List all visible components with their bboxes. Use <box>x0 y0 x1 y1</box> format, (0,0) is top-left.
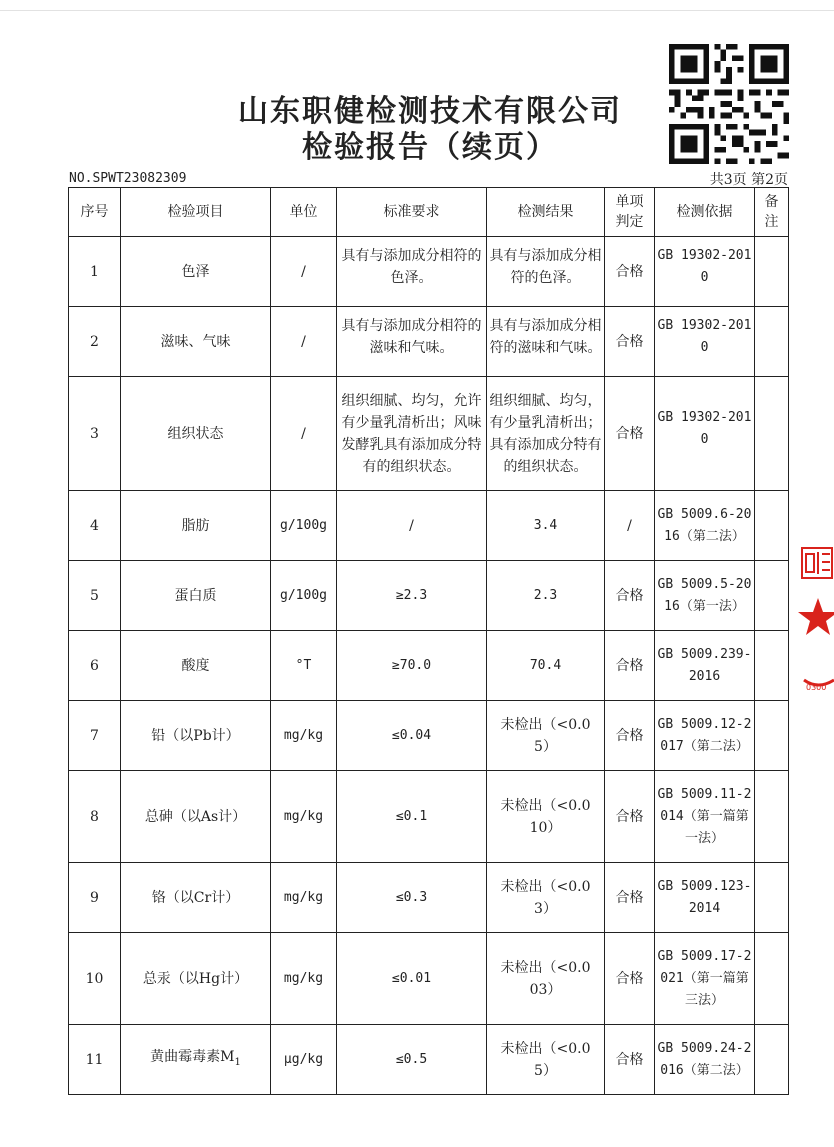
cell-item <box>121 1025 271 1095</box>
cell-result: 2.3 <box>487 561 605 631</box>
header-no: 序号 <box>69 188 121 237</box>
cell-remark <box>755 933 789 1025</box>
cell-judgment: 合格 <box>605 701 655 771</box>
cell-basis: GB 5009.17-2021（第一篇第三法） <box>655 933 755 1025</box>
cell-remark <box>755 491 789 561</box>
cell-standard: ≤0.5 <box>337 1025 487 1095</box>
table-row <box>69 701 789 771</box>
cell-result: 未检出（<0.010） <box>487 771 605 863</box>
cell-judgment: 合格 <box>605 237 655 307</box>
cell-result: 70.4 <box>487 631 605 701</box>
cell-remark <box>755 561 789 631</box>
cell-judgment: / <box>605 491 655 561</box>
cell-judgment: 合格 <box>605 771 655 863</box>
cell-result: 未检出（<0.05） <box>487 1025 605 1095</box>
cell-standard: ≤0.04 <box>337 701 487 771</box>
table-row <box>69 561 789 631</box>
header-item: 检验项目 <box>121 188 271 237</box>
inspection-table <box>68 187 789 1095</box>
cell-item: 总砷（以As计） <box>121 771 271 863</box>
table-header-row <box>69 188 789 237</box>
cell-item: 脂肪 <box>121 491 271 561</box>
cell-basis: GB 5009.12-2017（第二法） <box>655 701 755 771</box>
company-name: 山东职健检测技术有限公司 <box>238 94 622 129</box>
cell-result: 3.4 <box>487 491 605 561</box>
cell-result: 未检出（<0.05） <box>487 701 605 771</box>
cell-standard: ≤0.1 <box>337 771 487 863</box>
cell-unit: g/100g <box>271 491 337 561</box>
cell-judgment: 合格 <box>605 561 655 631</box>
cell-judgment: 合格 <box>605 1025 655 1095</box>
cell-unit: mg/kg <box>271 701 337 771</box>
cell-item-text: 黄曲霉毒素M <box>150 1048 235 1065</box>
page-info: 共3页 第2页 <box>709 172 788 188</box>
cell-judgment: 合格 <box>605 307 655 377</box>
cell-judgment: 合格 <box>605 377 655 491</box>
cell-no: 11 <box>69 1025 121 1095</box>
cell-basis: GB 19302-2010 <box>655 307 755 377</box>
cell-basis: GB 19302-2010 <box>655 237 755 307</box>
cell-basis: GB 5009.11-2014（第一篇第一法） <box>655 771 755 863</box>
cell-basis: GB 5009.6-2016（第二法） <box>655 491 755 561</box>
cell-result: 具有与添加成分相符的滋味和气味。 <box>487 307 605 377</box>
cell-unit: g/100g <box>271 561 337 631</box>
cell-unit: / <box>271 237 337 307</box>
cell-result: 组织细腻、均匀，有少量乳清析出；具有添加成分特有的组织状态。 <box>487 377 605 491</box>
header-unit: 单位 <box>271 188 337 237</box>
cell-remark <box>755 863 789 933</box>
cell-basis: GB 5009.239-2016 <box>655 631 755 701</box>
cell-standard: ≤0.3 <box>337 863 487 933</box>
qr-code-icon <box>669 44 789 164</box>
cell-item: 蛋白质 <box>121 561 271 631</box>
cell-item-subscript: 1 <box>234 1056 241 1068</box>
cell-remark <box>755 1025 789 1095</box>
table-row <box>69 933 789 1025</box>
cell-no: 6 <box>69 631 121 701</box>
cell-no: 9 <box>69 863 121 933</box>
table-row <box>69 631 789 701</box>
header-result: 检测结果 <box>487 188 605 237</box>
cell-judgment: 合格 <box>605 933 655 1025</box>
cell-basis: GB 5009.5-2016（第一法） <box>655 561 755 631</box>
cell-unit: °T <box>271 631 337 701</box>
cell-result: 未检出（<0.03） <box>487 863 605 933</box>
header-standard: 标准要求 <box>337 188 487 237</box>
cell-unit: mg/kg <box>271 771 337 863</box>
cell-no: 1 <box>69 237 121 307</box>
cell-item: 总汞（以Hg计） <box>121 933 271 1025</box>
cell-no: 10 <box>69 933 121 1025</box>
header-judgment: 单项判定 <box>605 188 655 237</box>
table-row <box>69 1025 789 1095</box>
cell-item: 色泽 <box>121 237 271 307</box>
svg-text:0300: 0300 <box>806 683 827 692</box>
cell-unit: mg/kg <box>271 933 337 1025</box>
cell-standard: / <box>337 491 487 561</box>
cell-no: 4 <box>69 491 121 561</box>
cell-unit: / <box>271 307 337 377</box>
cell-remark <box>755 377 789 491</box>
cell-remark <box>755 701 789 771</box>
cell-no: 5 <box>69 561 121 631</box>
cell-unit: mg/kg <box>271 863 337 933</box>
cell-item: 滋味、气味 <box>121 307 271 377</box>
cell-result: 具有与添加成分相符的色泽。 <box>487 237 605 307</box>
cell-standard: 具有与添加成分相符的滋味和气味。 <box>337 307 487 377</box>
cell-no: 8 <box>69 771 121 863</box>
table-row <box>69 863 789 933</box>
cell-standard: 具有与添加成分相符的色泽。 <box>337 237 487 307</box>
cell-no: 2 <box>69 307 121 377</box>
cell-standard: ≤0.01 <box>337 933 487 1025</box>
cell-remark <box>755 771 789 863</box>
cell-result: 未检出（<0.003） <box>487 933 605 1025</box>
cell-item: 酸度 <box>121 631 271 701</box>
cell-unit: / <box>271 377 337 491</box>
cell-basis: GB 5009.123-2014 <box>655 863 755 933</box>
cell-no: 7 <box>69 701 121 771</box>
table-row <box>69 307 789 377</box>
cell-judgment: 合格 <box>605 631 655 701</box>
cell-remark <box>755 307 789 377</box>
cell-no: 3 <box>69 377 121 491</box>
cell-remark <box>755 631 789 701</box>
cell-remark <box>755 237 789 307</box>
cell-standard: 组织细腻、均匀，允许有少量乳清析出；风味发酵乳具有添加成分特有的组织状态。 <box>337 377 487 491</box>
table-row <box>69 377 789 491</box>
cell-standard: ≥70.0 <box>337 631 487 701</box>
table-row <box>69 771 789 863</box>
red-seal-stamp-icon <box>798 540 834 700</box>
report-title: 检验报告（续页） <box>302 130 558 165</box>
cell-unit: μg/kg <box>271 1025 337 1095</box>
header-remark: 备注 <box>755 188 789 237</box>
table-row <box>69 237 789 307</box>
cell-item: 铅（以Pb计） <box>121 701 271 771</box>
cell-judgment: 合格 <box>605 863 655 933</box>
report-number: NO.SPWT23082309 <box>69 171 187 186</box>
top-border <box>0 0 834 11</box>
cell-basis: GB 5009.24-2016（第二法） <box>655 1025 755 1095</box>
cell-item: 组织状态 <box>121 377 271 491</box>
cell-item: 铬（以Cr计） <box>121 863 271 933</box>
table-row <box>69 491 789 561</box>
header-basis: 检测依据 <box>655 188 755 237</box>
cell-basis: GB 19302-2010 <box>655 377 755 491</box>
cell-standard: ≥2.3 <box>337 561 487 631</box>
